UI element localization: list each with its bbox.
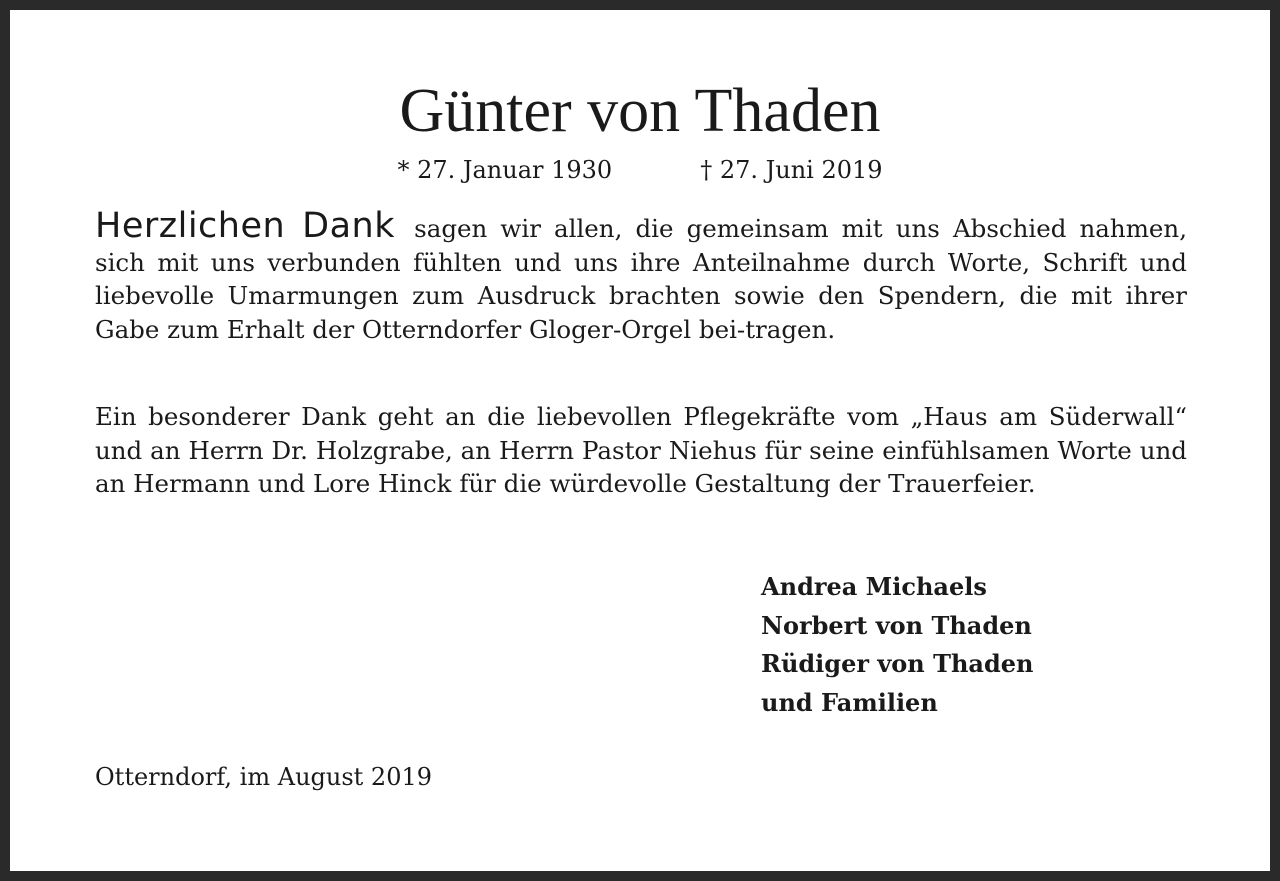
life-dates	[10, 156, 1270, 184]
signatory: Rüdiger von Thaden	[761, 649, 1034, 678]
deceased-name: Günter von Thaden	[399, 77, 881, 145]
signatories	[761, 568, 1033, 722]
thanks-paragraph-1	[95, 206, 1187, 346]
birth-date: * 27. Januar 1930	[397, 156, 613, 184]
signatory: Norbert von Thaden	[761, 610, 1032, 640]
place-and-date: Otterndorf, im August 2019	[95, 763, 433, 791]
signatory: Andrea Michaels	[761, 572, 987, 601]
thanks-paragraph-1-text: sagen wir allen, die gemeinsam mit uns Abschied nahmen, sich mit uns verbunden fühlten und uns ihre Anteilnahme durch Worte, Schrift und liebevolle Umarmungen zum Ausdruck brachten sowie den Spendern, die mit ihrer Gabe zum Erhalt der Otterndorfer Gloger-Orgel bei-tragen.	[95, 214, 1187, 344]
obituary-notice	[10, 10, 1270, 871]
thanks-paragraph-2: Ein besonderer Dank geht an die liebevollen Pflegekräfte vom „Haus am Süderwall“ und an Herrn Dr. Holzgrabe, an Herrn Pastor Niehus für seine einfühlsamen Worte und an Hermann und Lore Hinck für die würdevolle Gestaltung der Trauerfeier.	[95, 402, 1187, 498]
signatory: und Familien	[761, 687, 938, 717]
death-date: † 27. Juni 2019	[700, 156, 883, 184]
thanks-lead: Herzlichen Dank	[95, 206, 396, 246]
